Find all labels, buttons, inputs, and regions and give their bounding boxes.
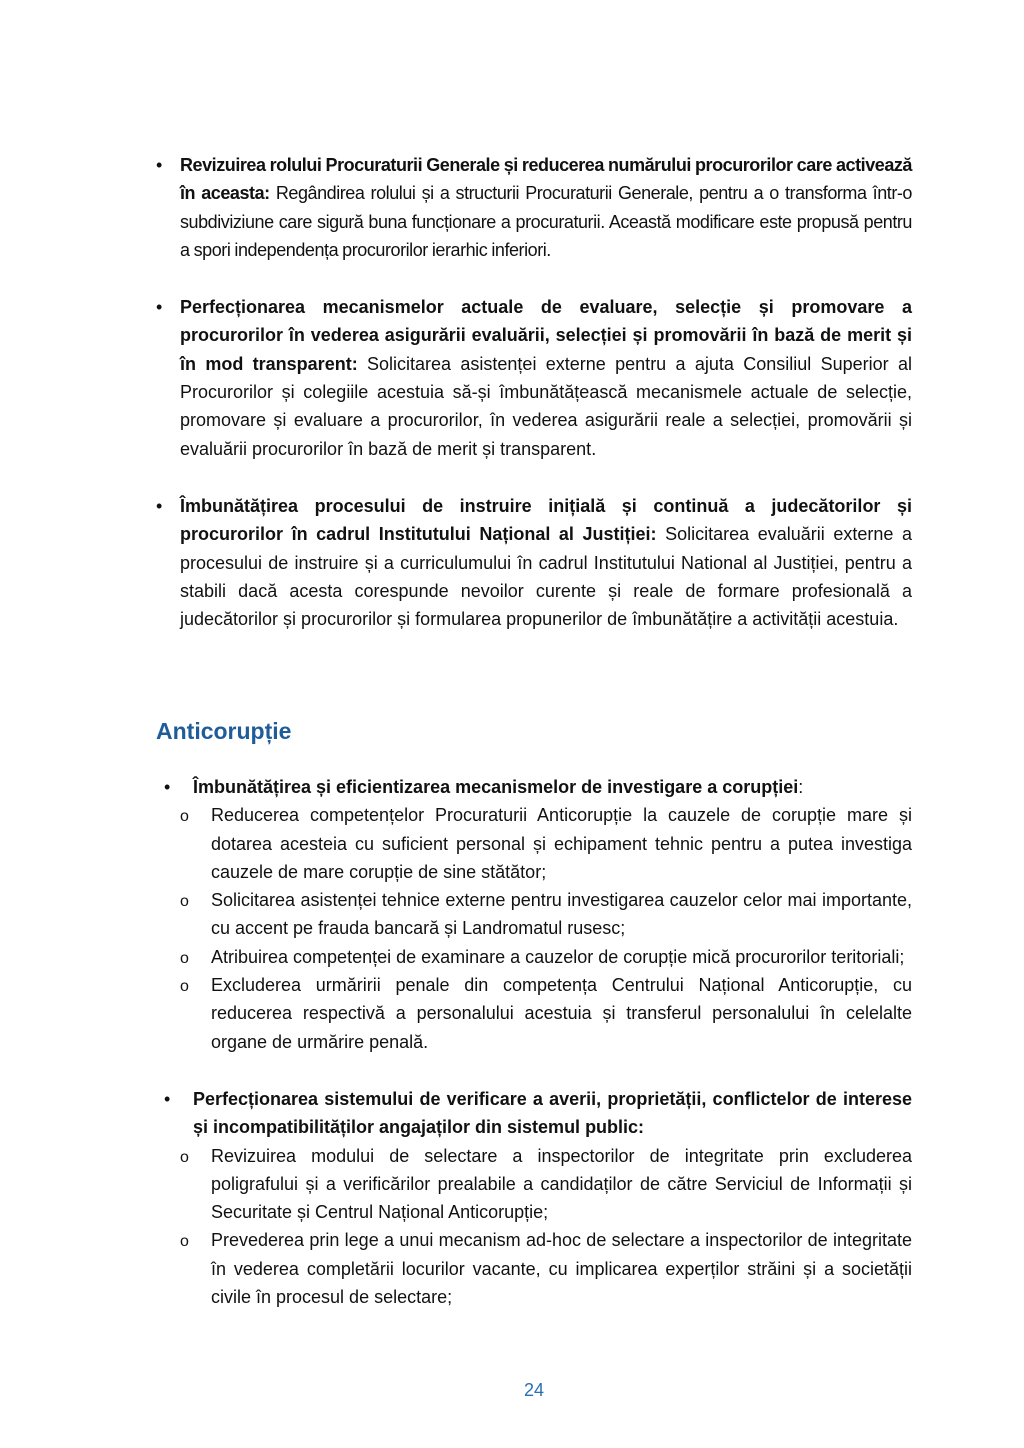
sub-item-text: Excluderea urmăririi penale din competența Centrului Național Anticorupție, cu reducerea respectivă a personalului acestuia și transferul personalului în celelalte organe de urmărire penală. — [211, 975, 912, 1052]
sub-item-text: Solicitarea asistenței tehnice externe pentru investigarea cauzelor celor mai importante, cu accent pe frauda bancară și Landromatul rusesc; — [211, 890, 912, 939]
sub-item — [156, 971, 912, 1056]
sub-bullet-icon: o — [180, 1148, 189, 1166]
sub-bullet-icon: o — [180, 893, 189, 911]
bullet-icon: • — [156, 297, 163, 318]
sub-bullet-icon: o — [180, 978, 189, 996]
sub-item-text: Atribuirea competenței de examinare a cauzelor de corupție mică procurorilor teritoriali; — [211, 946, 905, 967]
bullet-icon: • — [164, 777, 171, 797]
sub-item-text: Revizuirea modului de selectare a inspectorilor de integritate prin excluderea poligrafului și a verificărilor prealabile a candidaților de către Serviciul de Informații și Securitate și Centrul Național Anticorupție; — [211, 1145, 912, 1223]
list-item — [156, 1085, 912, 1142]
item-title: Îmbunătățirea procesului de instruire inițială și continuă a judecătorilor și procurorilor în cadrul Institutului Național al Justiției: — [180, 495, 912, 545]
sub-item — [156, 886, 912, 943]
item-text: Regândirea rolului și a structurii Procuraturii Generale, pentru a o transforma într-o subdiviziune care sigură buna funcționare a procuraturii. Această modificare este propusă pentru a spori independența procurorilor ierarhic inferiori. — [180, 183, 912, 260]
item-text: : — [798, 777, 804, 797]
sub-item — [156, 1226, 912, 1311]
sub-item — [156, 943, 912, 971]
sub-item-text: Reducerea competențelor Procuraturii Anticorupție la cauzele de corupție mare și dotarea acesteia cu suficient personal și echipament tehnic pentru a putea investiga cauzele de mare corupție de sine stătător; — [211, 805, 912, 882]
list-item — [156, 293, 912, 463]
sub-item — [156, 801, 912, 886]
section-justice — [156, 151, 912, 633]
list-item — [156, 492, 912, 633]
sub-bullet-icon: o — [180, 949, 189, 967]
page-number: 24 — [523, 1380, 545, 1400]
sub-bullet-icon: o — [180, 808, 189, 826]
sub-item-text: Prevederea prin lege a unui mecanism ad-hoc de selectare a inspectorilor de integritate în vederea completării locurilor vacante, cu implicarea experților străini și a societății civile în procesul de selectare; — [211, 1230, 912, 1308]
bullet-icon: • — [164, 1088, 171, 1109]
item-title: Revizuirea rolului Procuraturii Generale și reducerea numărului procurorilor care activează în aceasta: — [180, 155, 912, 204]
section-anticorruption — [156, 773, 912, 1311]
list-item — [156, 151, 912, 264]
sub-bullet-icon: o — [180, 1233, 189, 1251]
item-title: Perfecționarea sistemului de verificare a averii, proprietății, conflictelor de interese și incompatibilităților angajaților din sistemul public: — [193, 1088, 912, 1138]
item-title: Îmbunătățirea și eficientizarea mecanismelor de investigare a corupției — [193, 777, 799, 797]
bullet-icon: • — [156, 155, 162, 175]
item-text: Solicitarea asistenței externe pentru a ajuta Consiliul Superior al Procurorilor și colegiile acestuia să-și îmbunătățească mecanismele actuale de selecție, promovare și evaluare a procurorilor, în vederea asigurării reale a selecției, promovării și evaluării procurorilor în bază de merit și transparent. — [180, 353, 912, 459]
section-heading: Anticorupție — [156, 718, 292, 744]
bullet-icon: • — [156, 495, 163, 516]
item-title: Perfecționarea mecanismelor actuale de evaluare, selecție și promovare a procurorilor în vederea asigurării evaluării, selecției și promovării în bază de merit și în mod transparent: — [180, 297, 912, 374]
list-item — [156, 773, 912, 801]
item-text: Solicitarea evaluării externe a procesului de instruire și a curriculumului în cadrul Institutului National al Justiției, pentru a stabili dacă acesta corespunde nevoilor curente și reale de formare profesională a judecătorilor și procurorilor și formularea propunerilor de îmbunătățire a activității acestuia. — [180, 524, 912, 630]
sub-item — [156, 1142, 912, 1227]
